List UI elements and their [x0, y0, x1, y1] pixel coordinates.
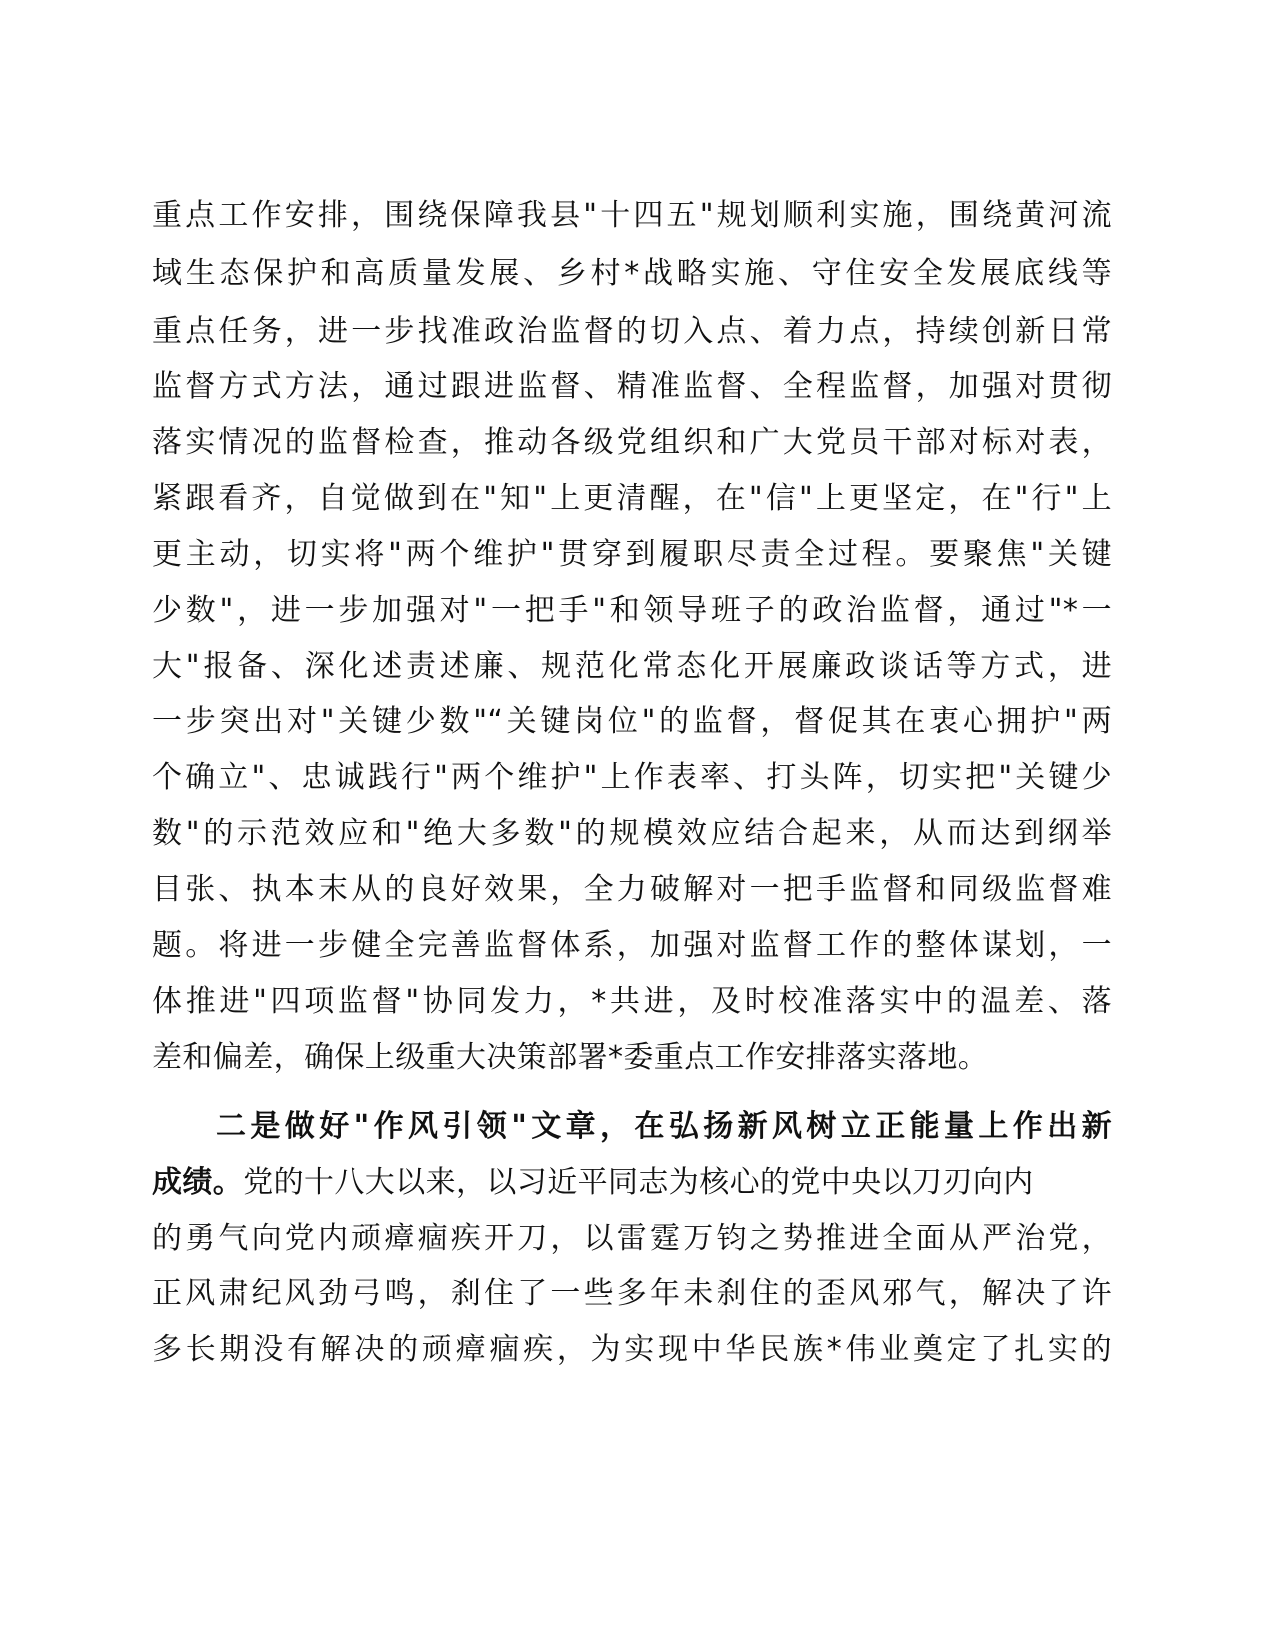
body-text-line: 紧跟看齐，自觉做到在"知"上更清醒，在"信"上更坚定，在"行"上 [152, 481, 1112, 516]
body-text-line: 正风肃纪风劲弓鸣，刹住了一些多年未刹住的歪风邪气，解决了许 [152, 1276, 1112, 1311]
body-text-line: 目张、执本末从的良好效果，全力破解对一把手监督和同级监督难 [152, 872, 1112, 907]
body-text-line: 更主动，切实将"两个维护"贯穿到履职尽责全过程。要聚焦"关键 [152, 537, 1112, 572]
section-heading-tail: 成绩。 [152, 1165, 244, 1200]
body-text-line: 监督方式方法，通过跟进监督、精准监督、全程监督，加强对贯彻 [152, 369, 1112, 404]
body-text-line: 一步突出对"关键少数"“关键岗位"的监督，督促其在衷心拥护"两 [152, 704, 1112, 739]
body-text-line: 体推进"四项监督"协同发力，*共进，及时校准落实中的温差、落 [152, 984, 1112, 1019]
body-text-line: 重点任务，进一步找准政治监督的切入点、着力点，持续创新日常 [152, 314, 1112, 349]
section-heading: 二是做好"作风引领"文章，在弘扬新风树立正能量上作出新 [216, 1109, 1112, 1144]
body-text-line: 的勇气向党内顽瘴痼疾开刀，以雷霆万钧之势推进全面从严治党， [152, 1221, 1112, 1256]
body-text-line-mixed [152, 1161, 1112, 1205]
body-text-line: 多长期没有解决的顽瘴痼疾，为实现中华民族*伟业奠定了扎实的 [152, 1332, 1112, 1367]
body-text-line: 大"报备、深化述责述廉、规范化常态化开展廉政谈话等方式，进 [152, 649, 1112, 684]
body-text-line: 题。将进一步健全完善监督体系，加强对监督工作的整体谋划，一 [152, 928, 1112, 963]
body-text-line: 差和偏差，确保上级重大决策部署*委重点工作安排落实落地。 [152, 1040, 989, 1075]
body-text-line: 少数"，进一步加强对"一把手"和领导班子的政治监督，通过"*一 [152, 593, 1112, 628]
body-text-line: 个确立"、忠诚践行"两个维护"上作表率、打头阵，切实把"关键少 [152, 760, 1112, 795]
body-text-line: 落实情况的监督检查，推动各级党组织和广大党员干部对标对表， [152, 425, 1112, 460]
body-text-line: 重点工作安排，围绕保障我县"十四五"规划顺利实施，围绕黄河流 [152, 198, 1112, 233]
body-text-line: 数"的示范效应和"绝大多数"的规模效应结合起来，从而达到纲举 [152, 816, 1112, 851]
body-text-line: 域生态保护和高质量发展、乡村*战略实施、守住安全发展底线等 [152, 256, 1112, 291]
body-text-span: 党的十八大以来，以习近平同志为核心的党中央以刀刃向内 [243, 1165, 1034, 1200]
